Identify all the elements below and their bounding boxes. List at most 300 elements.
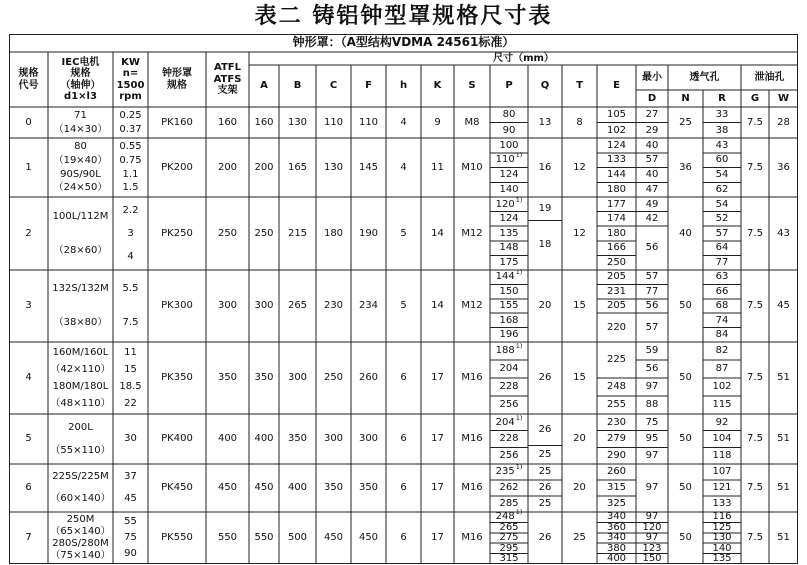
header-dim-c: C	[329, 80, 338, 92]
dim-k-cell: 11	[431, 161, 444, 173]
power-kw-cell	[113, 416, 148, 462]
dim-r-cell: 121	[712, 482, 732, 494]
dim-e-cell: 180	[606, 227, 627, 239]
dim-f-cell: 110	[358, 116, 379, 128]
footnote-marker: 1)	[515, 413, 523, 422]
dim-b-cell: 400	[287, 482, 308, 494]
dim-s-cell: M12	[461, 227, 483, 239]
power-kw-cell	[113, 109, 148, 136]
bell-housing-cell: PK300	[161, 300, 193, 312]
iec-motor-cell-line: 80	[74, 141, 87, 153]
dim-n-cell: 50	[679, 433, 692, 445]
dim-p-cell: 124	[499, 213, 519, 225]
footnote-marker: 1)	[515, 151, 523, 160]
dim-f-cell: 260	[358, 372, 379, 384]
dim-e-cell: 144	[606, 169, 627, 181]
dim-d-cell: 59	[645, 345, 659, 357]
dim-w-cell: 43	[777, 227, 790, 239]
power-kw-cell-line: 55	[124, 516, 137, 528]
dim-r-cell: 82	[715, 345, 729, 357]
dim-r-cell: 104	[712, 433, 732, 445]
dim-k-cell: 17	[431, 372, 444, 384]
dim-p-cell: 204 1)	[495, 413, 523, 428]
dim-d-cell: 29	[645, 124, 659, 136]
dim-p-cell: 140	[499, 183, 519, 195]
power-kw-cell	[113, 140, 148, 195]
dim-d-cell: 40	[645, 169, 659, 181]
dim-w-cell: 51	[777, 372, 790, 384]
dim-p-cell: 80	[502, 109, 516, 120]
dim-n-cell: 50	[679, 300, 692, 312]
footnote-marker: 1)	[515, 508, 523, 517]
dim-h-cell: 6	[400, 482, 407, 494]
dim-g-cell: 7.5	[747, 300, 763, 312]
spec-code-cell: 1	[25, 161, 32, 173]
footnote-marker: 1)	[515, 268, 523, 277]
power-kw-cell-line: 3	[127, 227, 134, 239]
iec-motor-cell-line: （19×40）	[53, 154, 108, 166]
power-kw-cell-line: 0.55	[119, 141, 142, 153]
power-kw-cell	[113, 344, 148, 412]
power-kw-cell-line: 1.1	[122, 168, 139, 180]
dim-e-cell: 133	[606, 154, 627, 166]
dim-d-cell: 88	[645, 399, 659, 411]
dim-p-cell: 256	[499, 449, 519, 461]
header-dim-d: D	[647, 92, 657, 104]
iec-motor-cell-line: （60×140）	[50, 493, 111, 505]
dim-r-cell: 62	[715, 183, 729, 195]
header-drain-hole: 泄油孔	[754, 71, 785, 83]
dim-d-cell: 75	[645, 416, 659, 428]
dim-h-cell: 4	[400, 161, 407, 173]
dim-b-cell: 350	[287, 433, 308, 445]
dim-n-cell: 50	[679, 372, 692, 384]
iec-motor-cell-line: （65×140）	[50, 526, 111, 538]
dim-k-cell: 9	[434, 116, 441, 128]
atfl-cell: 350	[217, 372, 238, 384]
dim-n-cell: 40	[679, 227, 692, 239]
header-spec-code: 规格 代号	[18, 68, 39, 91]
dim-c-cell: 130	[323, 161, 344, 173]
dim-d-cell: 95	[645, 433, 659, 445]
dim-s-cell: M16	[461, 372, 483, 384]
dim-e-cell: 380	[606, 542, 627, 554]
dim-d-cell: 97	[645, 532, 659, 544]
dim-d-cell: 97	[645, 449, 659, 461]
dim-g-cell: 7.5	[747, 532, 763, 544]
dim-p-cell: 235 1)	[495, 463, 523, 478]
footnote-marker: 1)	[515, 463, 523, 472]
dim-r-cell: 54	[715, 198, 729, 210]
dim-r-cell: 33	[715, 109, 729, 120]
atfl-cell: 250	[217, 227, 238, 239]
dim-e-cell: 105	[606, 109, 627, 120]
dim-c-cell: 110	[323, 116, 344, 128]
dim-f-cell: 350	[358, 482, 379, 494]
dim-n-cell: 50	[679, 532, 692, 544]
dim-d-cell: 57	[645, 154, 659, 166]
iec-motor-cell-line: （24×50）	[53, 182, 108, 194]
dim-r-cell: 87	[715, 363, 729, 375]
dim-r-cell: 116	[712, 511, 732, 523]
dim-p-cell: 168	[499, 314, 519, 326]
dim-t-cell: 20	[573, 433, 586, 445]
dim-h-cell: 4	[400, 116, 407, 128]
iec-motor-cell-line: （38×80）	[53, 317, 108, 329]
dim-e-cell: 225	[606, 354, 627, 366]
dim-s-cell: M16	[461, 482, 483, 494]
dim-b-cell: 165	[287, 161, 308, 173]
iec-motor-cell-line: 90S/90L	[60, 168, 101, 180]
dim-d-cell: 77	[645, 285, 659, 297]
dim-r-cell: 66	[715, 285, 729, 297]
dim-s-cell: M10	[461, 161, 483, 173]
header-iec-motor: IEC电机 规格 （轴伸） d1×l3	[60, 56, 101, 102]
dim-q-cell: 19	[538, 202, 552, 214]
spec-code-cell: 3	[25, 300, 32, 312]
bell-housing-cell: PK200	[161, 161, 193, 173]
dim-q-cell: 26	[538, 482, 552, 494]
dim-p-cell: 135	[499, 227, 519, 239]
dim-t-cell: 15	[573, 372, 586, 384]
header-min-label: 最小	[642, 71, 662, 83]
dim-r-cell: 52	[715, 213, 729, 225]
power-kw-cell-line: 15	[124, 363, 137, 375]
bell-housing-cell: PK350	[161, 372, 193, 384]
dim-d-cell: 56	[645, 363, 659, 375]
dim-k-cell: 17	[431, 482, 444, 494]
dim-d-cell: 120	[642, 521, 662, 533]
iec-motor-cell-line: 132S/132M	[52, 283, 109, 295]
header-dim-n: N	[681, 92, 690, 104]
atfl-cell: 400	[217, 433, 238, 445]
dim-e-cell: 279	[606, 433, 627, 445]
dim-n-cell: 25	[679, 116, 692, 128]
dim-r-cell: 84	[715, 329, 729, 341]
dim-f-cell: 234	[358, 300, 379, 312]
iec-motor-cell-line: 160M/160L	[52, 346, 109, 358]
power-kw-cell-line: 45	[124, 493, 137, 505]
spec-code-cell: 0	[25, 116, 32, 128]
power-kw-cell-line: 7.5	[122, 317, 139, 329]
dim-w-cell: 51	[777, 532, 790, 544]
header-dim-g: G	[750, 92, 760, 104]
dim-t-cell: 20	[573, 482, 586, 494]
dim-e-cell: 325	[606, 498, 627, 510]
iec-motor-cell-line: （75×140）	[50, 550, 111, 562]
iec-motor-cell-line: 200L	[68, 421, 93, 433]
dim-e-cell: 166	[606, 242, 627, 254]
dim-t-cell: 12	[573, 227, 586, 239]
header-dim-b: B	[293, 80, 302, 92]
dim-s-cell: M12	[461, 300, 483, 312]
dim-q-cell: 16	[538, 161, 552, 173]
power-kw-cell	[113, 199, 148, 268]
power-kw-cell-line: 0.25	[119, 110, 142, 121]
atfl-cell: 550	[217, 532, 238, 544]
dim-e-cell: 340	[606, 511, 627, 523]
dim-h-cell: 5	[400, 227, 407, 239]
dim-k-cell: 14	[431, 227, 444, 239]
dim-e-cell: 205	[606, 300, 627, 312]
dim-q-cell: 25	[538, 449, 552, 461]
iec-motor-cell	[48, 514, 113, 562]
spec-code-cell: 6	[25, 482, 32, 494]
dim-b-cell: 130	[287, 116, 308, 128]
dim-a-cell: 350	[254, 372, 274, 384]
dim-r-cell: 77	[715, 256, 729, 268]
dim-r-cell: 115	[712, 399, 732, 411]
power-kw-cell-line: 37	[124, 471, 137, 483]
iec-motor-cell-line: 250M	[66, 514, 95, 526]
dim-r-cell: 38	[715, 124, 729, 136]
dim-d-cell: 42	[645, 213, 659, 225]
iec-motor-cell-line: （55×110）	[50, 444, 111, 456]
dim-w-cell: 45	[777, 300, 790, 312]
dim-p-cell: 285	[499, 498, 519, 510]
header-dim-p: P	[505, 80, 513, 92]
dim-e-cell: 260	[606, 466, 627, 478]
dim-r-cell: 118	[712, 449, 732, 461]
dim-c-cell: 180	[323, 227, 344, 239]
iec-motor-cell	[48, 272, 113, 340]
iec-motor-cell-line: 71	[74, 110, 87, 121]
footnote-marker: 1)	[515, 195, 523, 204]
footnote-marker: 1)	[515, 342, 523, 351]
power-kw-cell-line: 18.5	[119, 380, 142, 392]
dim-n-cell: 50	[679, 482, 692, 494]
power-kw-cell-line: 11	[124, 346, 137, 358]
dim-p-cell: 262	[499, 482, 519, 494]
atfl-cell: 160	[217, 116, 238, 128]
dim-h-cell: 6	[400, 433, 407, 445]
dim-a-cell: 450	[254, 482, 274, 494]
dim-c-cell: 230	[323, 300, 344, 312]
dim-r-cell: 135	[712, 553, 732, 565]
dim-t-cell: 8	[576, 116, 583, 128]
dim-r-cell: 102	[712, 381, 732, 393]
header-dim-f: F	[365, 80, 372, 92]
dim-b-cell: 500	[287, 532, 308, 544]
dim-k-cell: 14	[431, 300, 444, 312]
dim-k-cell: 17	[431, 433, 444, 445]
dim-a-cell: 400	[254, 433, 274, 445]
header-dim-k: K	[433, 80, 442, 92]
bell-housing-cell: PK550	[161, 532, 193, 544]
dim-p-cell: 100	[499, 139, 519, 151]
dim-r-cell: 130	[712, 532, 732, 544]
dim-p-cell: 188 1)	[495, 342, 523, 357]
dim-a-cell: 550	[254, 532, 274, 544]
dim-r-cell: 68	[715, 300, 729, 312]
header-dim-r: R	[718, 92, 726, 104]
dim-p-cell: 295	[499, 542, 519, 554]
dim-f-cell: 450	[358, 532, 379, 544]
atfl-cell: 200	[217, 161, 238, 173]
power-kw-cell-line: 0.75	[119, 154, 142, 166]
iec-motor-cell-line: 280S/280M	[52, 538, 109, 550]
dim-q-cell: 26	[538, 532, 552, 544]
dim-p-cell: 228	[499, 381, 519, 393]
header-dim-e: E	[613, 80, 620, 92]
spec-code-cell: 7	[25, 532, 32, 544]
dim-e-cell: 340	[606, 532, 627, 544]
power-kw-cell	[113, 466, 148, 510]
iec-motor-cell-line: （42×110）	[50, 363, 111, 375]
dim-d-cell: 97	[645, 482, 659, 494]
dim-p-cell: 275	[499, 532, 519, 544]
dim-c-cell: 300	[323, 433, 344, 445]
dim-e-cell: 255	[606, 399, 627, 411]
header-bell-housing: 钟形罩 规格	[162, 68, 192, 91]
dim-q-cell: 18	[538, 239, 552, 251]
dim-p-cell: 315	[499, 553, 519, 565]
dim-d-cell: 49	[645, 198, 659, 210]
power-kw-cell-line: 5.5	[122, 283, 139, 295]
dim-g-cell: 7.5	[747, 372, 763, 384]
dim-p-cell: 148	[499, 242, 519, 254]
dim-q-cell: 25	[538, 498, 552, 510]
iec-motor-cell	[48, 344, 113, 412]
iec-motor-cell	[48, 140, 113, 195]
dim-t-cell: 12	[573, 161, 586, 173]
dimensions-group-label: 尺寸（mm）	[493, 52, 554, 64]
spec-table	[9, 34, 798, 564]
dim-d-cell: 97	[645, 381, 659, 393]
dim-e-cell: 360	[606, 521, 627, 533]
dim-q-cell: 20	[538, 300, 552, 312]
dim-c-cell: 450	[323, 532, 344, 544]
dim-e-cell: 250	[606, 256, 627, 268]
iec-motor-cell	[48, 416, 113, 462]
dim-e-cell: 174	[606, 213, 627, 225]
page-title: 表二 铸铝钟型罩规格尺寸表	[254, 3, 553, 29]
dim-w-cell: 51	[777, 433, 790, 445]
dim-k-cell: 17	[431, 532, 444, 544]
dim-d-cell: 57	[645, 271, 659, 283]
power-kw-cell-line: 90	[124, 548, 137, 560]
header-power-kw: KW n= 1500 rpm	[116, 56, 145, 102]
dim-b-cell: 300	[287, 372, 308, 384]
iec-motor-cell	[48, 466, 113, 510]
header-dim-t: T	[576, 80, 583, 92]
dim-e-cell: 315	[606, 482, 627, 494]
dim-a-cell: 250	[254, 227, 274, 239]
dim-p-cell: 120 1)	[495, 195, 523, 210]
header-dim-w: W	[777, 92, 790, 104]
dim-p-cell: 150	[499, 285, 519, 297]
power-kw-cell	[113, 514, 148, 562]
power-kw-cell-line: 30	[124, 433, 137, 445]
dim-d-cell: 56	[645, 242, 659, 254]
header-atfl-bracket: ATFL ATFS 支架	[213, 62, 242, 97]
iec-motor-cell-line: （48×110）	[50, 397, 111, 409]
dim-r-cell: 140	[712, 542, 732, 554]
dim-g-cell: 7.5	[747, 116, 763, 128]
dim-r-cell: 43	[715, 139, 729, 151]
dim-d-cell: 47	[645, 183, 659, 195]
dim-f-cell: 300	[358, 433, 379, 445]
iec-motor-cell-line: 100L/112M	[52, 210, 109, 222]
dim-p-cell: 144 1)	[495, 268, 523, 283]
power-kw-cell-line: 2.2	[122, 204, 139, 216]
dim-s-cell: M16	[461, 532, 483, 544]
power-kw-cell-line: 1.5	[122, 182, 139, 194]
power-kw-cell-line: 22	[124, 397, 137, 409]
dim-g-cell: 7.5	[747, 433, 763, 445]
dim-r-cell: 64	[715, 242, 729, 254]
dim-e-cell: 124	[606, 139, 627, 151]
bell-housing-cell: PK400	[161, 433, 193, 445]
dim-e-cell: 205	[606, 271, 627, 283]
dim-b-cell: 265	[287, 300, 308, 312]
dim-p-cell: 110 1)	[495, 151, 523, 166]
dim-q-cell: 26	[538, 372, 552, 384]
dim-f-cell: 145	[358, 161, 379, 173]
dim-n-cell: 36	[679, 161, 692, 173]
dim-p-cell: 256	[499, 399, 519, 411]
dim-r-cell: 133	[712, 498, 732, 510]
dim-h-cell: 6	[400, 372, 407, 384]
dim-t-cell: 25	[573, 532, 586, 544]
iec-motor-cell	[48, 199, 113, 268]
dim-d-cell: 40	[645, 139, 659, 151]
dim-f-cell: 190	[358, 227, 379, 239]
spec-code-cell: 5	[25, 433, 32, 445]
dim-p-cell: 204	[499, 363, 519, 375]
dim-p-cell: 265	[499, 521, 519, 533]
dim-e-cell: 220	[606, 321, 627, 333]
dim-d-cell: 27	[645, 109, 659, 120]
dim-b-cell: 215	[287, 227, 308, 239]
dim-r-cell: 54	[715, 169, 729, 181]
dim-w-cell: 51	[777, 482, 790, 494]
table-banner: 钟形罩：（A型结构VDMA 24561标准）	[292, 35, 515, 50]
dim-r-cell: 57	[715, 227, 729, 239]
dim-q-cell: 26	[538, 424, 552, 436]
dim-g-cell: 7.5	[747, 161, 763, 173]
dim-c-cell: 250	[323, 372, 344, 384]
dim-p-cell: 175	[499, 256, 519, 268]
dim-p-cell: 248 1)	[495, 508, 523, 523]
iec-motor-cell-line: （14×30）	[53, 123, 108, 135]
dim-g-cell: 7.5	[747, 227, 763, 239]
header-dim-h: h	[399, 80, 408, 92]
dim-e-cell: 248	[606, 381, 627, 393]
dim-r-cell: 107	[712, 466, 732, 478]
dim-p-cell: 228	[499, 433, 519, 445]
bell-housing-cell: PK250	[161, 227, 193, 239]
dim-d-cell: 56	[645, 300, 659, 312]
dim-r-cell: 63	[715, 271, 729, 283]
header-dim-s: S	[468, 80, 476, 92]
dim-p-cell: 196	[499, 329, 519, 341]
dim-e-cell: 102	[606, 124, 627, 136]
dim-p-cell: 90	[502, 124, 516, 136]
dim-d-cell: 150	[642, 553, 662, 565]
dim-h-cell: 5	[400, 300, 407, 312]
spec-code-cell: 2	[25, 227, 32, 239]
dim-r-cell: 74	[715, 314, 729, 326]
dim-e-cell: 290	[606, 449, 627, 461]
dim-q-cell: 13	[538, 116, 552, 128]
iec-motor-cell-line: （28×60）	[53, 245, 108, 256]
dim-a-cell: 200	[254, 161, 274, 173]
dim-g-cell: 7.5	[747, 482, 763, 494]
spec-code-cell: 4	[25, 372, 32, 384]
power-kw-cell-line: 75	[124, 532, 137, 544]
dim-r-cell: 92	[715, 416, 729, 428]
